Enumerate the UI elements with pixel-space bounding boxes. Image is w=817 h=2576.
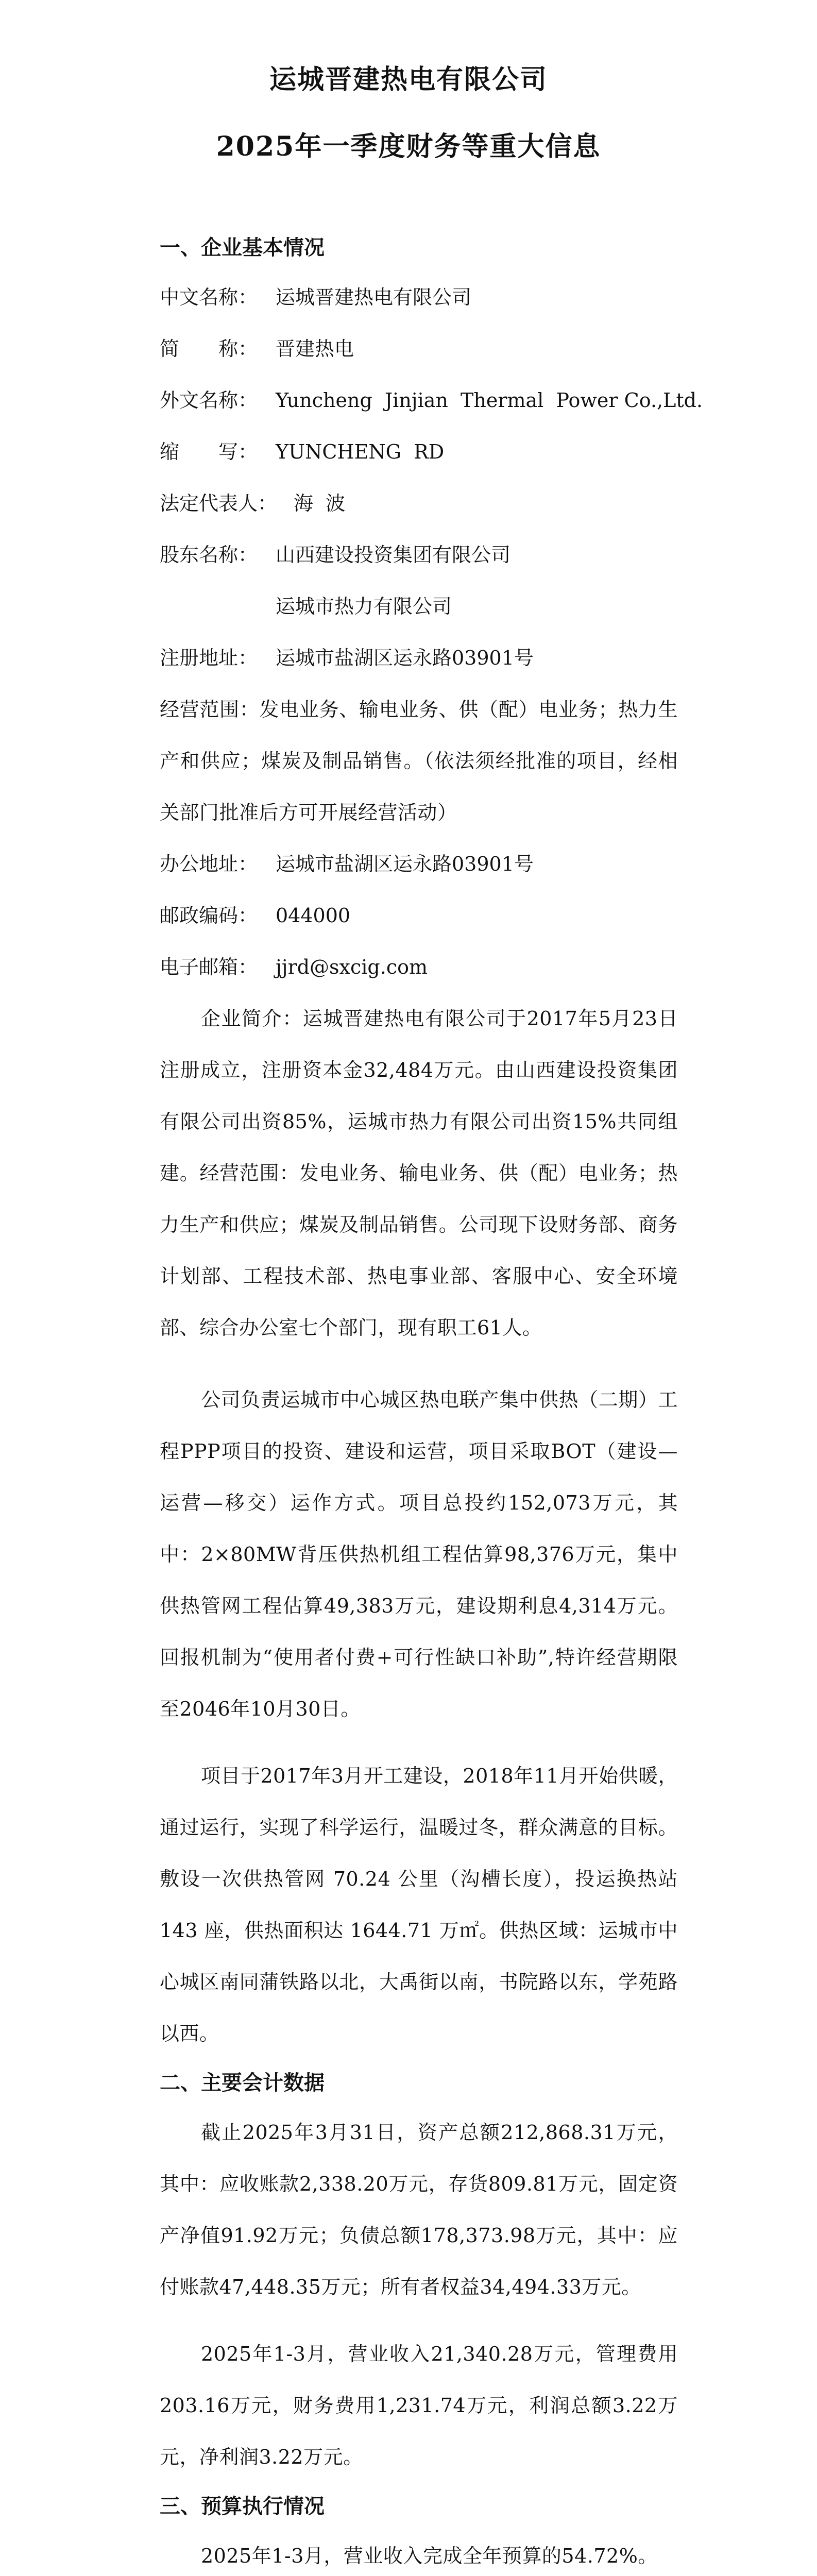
field-label: 外文名称： — [160, 389, 258, 412]
field-office-address — [139, 838, 678, 890]
operation-paragraph: 项目于2017年3月开工建设，2018年11月开始供暖，通过运行，实现了科学运行，温暖过冬，群众满意的目标。敷设一次供热管网 70.24 公里（沟槽长度），投运换热站 143 座，供热面积达 1644.71 万㎡。供热区域：运城市中心城区南同蒲铁路以北，大禹街以南，书院路以东，学苑路以西。 — [160, 1765, 678, 2045]
section-heading-basic-info: 一、企业基本情况 — [160, 236, 325, 260]
field-business-scope — [139, 684, 678, 838]
field-label: 办公地址： — [160, 853, 258, 875]
field-short-name — [139, 323, 678, 375]
field-value: YUNCHENG RD — [276, 440, 445, 463]
field-value: 山西建设投资集团有限公司 — [276, 544, 511, 566]
field-value: 晋建热电 — [276, 337, 354, 360]
income-paragraph: 2025年1-3月，营业收入21,340.28万元，管理费用203.16万元，财务费用1,231.74万元，利润总额3.22万元，净利润3.22万元。 — [160, 2343, 678, 2468]
document-subtitle: 2025年一季度财务等重大信息 — [216, 131, 601, 162]
field-shareholders — [139, 529, 678, 581]
document-title: 运城晋建热电有限公司 — [269, 64, 548, 95]
intro-label: 企业简介： — [201, 1007, 303, 1030]
field-value: 运城市盐湖区运永路03901号 — [276, 853, 534, 875]
field-label: 电子邮箱： — [160, 956, 258, 978]
field-value: 044000 — [276, 904, 351, 927]
intro-text: 运城晋建热电有限公司于2017年5月23日注册成立，注册资本金32,484万元。由山西建设投资集团有限公司出资85%，运城市热力有限公司出资15%共同组建。经营范围：发电业务、输电业务、供（配）电业务；热力生产和供应；煤炭及制品销售。公司现下设财务部、商务计划部、工程技术部、热电事业部、客服中心、安全环境部、综合办公室七个部门，现有职工61人。 — [160, 1007, 678, 1339]
field-registered-address — [139, 632, 678, 684]
company-intro-paragraph — [139, 993, 678, 1353]
field-email — [139, 941, 678, 993]
field-abbreviation — [139, 426, 678, 478]
field-value: Yuncheng Jinjian Thermal Power Co.,Ltd. — [276, 389, 703, 412]
project-paragraph: 公司负责运城市中心城区热电联产集中供热（二期）工程PPP项目的投资、建设和运营，项目采取BOT（建设—运营—移交）运作方式。项目总投约152,073万元，其中：2×80MW背压供热机组工程估算98,376万元，集中供热管网工程估算49,383万元，建设期利息4,314万元。回报机制为“使用者付费+可行性缺口补助”,特许经营期限至2046年10月30日。 — [160, 1388, 678, 1720]
field-value: 运城市盐湖区运永路03901号 — [276, 647, 534, 669]
field-label: 经营范围： — [160, 698, 260, 721]
field-value: 运城市热力有限公司 — [276, 595, 452, 618]
field-value: 发电业务、输电业务、供（配）电业务；热力生产和供应；煤炭及制品销售。（依法须经批准的项目，经相关部门批准后方可开展经营活动） — [160, 698, 678, 824]
field-legal-representative — [139, 478, 678, 529]
field-label: 邮政编码： — [160, 904, 258, 927]
field-value: 海 波 — [294, 492, 346, 515]
field-business-scope-text — [160, 684, 678, 838]
budget-paragraph: 2025年1-3月，营业收入完成全年预算的54.72%。 — [201, 2545, 658, 2567]
field-shareholders-continued — [139, 581, 678, 632]
section-heading-accounting: 二、主要会计数据 — [160, 2071, 325, 2095]
field-label: 简 称： — [160, 337, 258, 360]
balance-paragraph: 截止2025年3月31日，资产总额212,868.31万元，其中：应收账款2,338.20万元，存货809.81万元，固定资产净值91.92万元；负债总额178,373.98万元，其中：应付账款47,448.35万元；所有者权益34,494.33万元。 — [160, 2121, 678, 2298]
field-postcode — [139, 890, 678, 941]
field-value: jjrd@sxcig.com — [276, 956, 428, 978]
field-english-name — [139, 375, 703, 426]
field-label: 法定代表人： — [160, 492, 278, 515]
field-label: 缩 写： — [160, 440, 258, 463]
field-chinese-name — [139, 272, 678, 323]
field-label: 注册地址： — [160, 647, 258, 669]
field-label: 中文名称： — [160, 286, 258, 309]
section-heading-budget: 三、预算执行情况 — [160, 2495, 325, 2518]
field-value: 运城晋建热电有限公司 — [276, 286, 472, 309]
field-label: 股东名称： — [160, 544, 258, 566]
